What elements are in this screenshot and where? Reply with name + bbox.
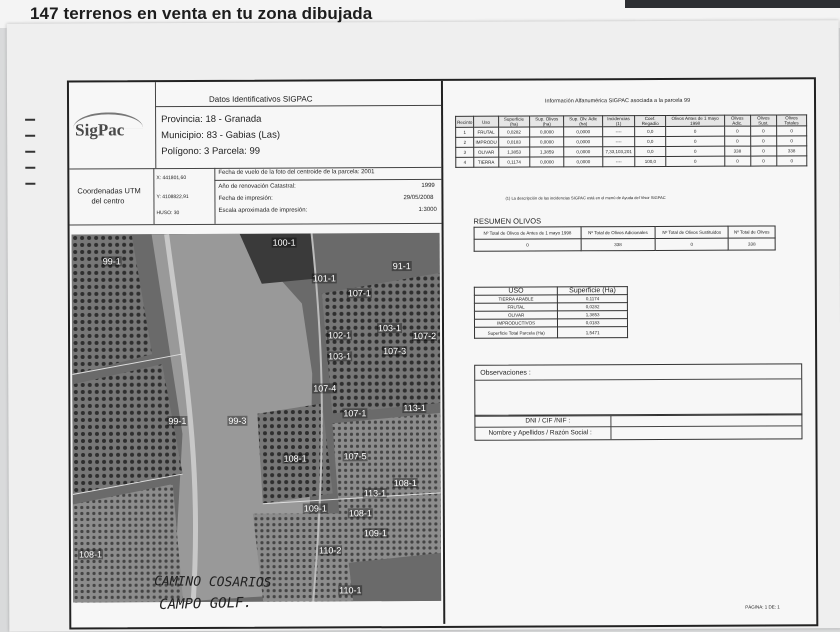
dark-bar bbox=[625, 0, 840, 8]
footnote: (1) La descripción de las incidencias SIGPAC está en el menú de Ayuda del Visor SIGPAC bbox=[505, 194, 666, 201]
cell: 0 bbox=[750, 136, 776, 146]
parcel-label: 107-3 bbox=[383, 346, 407, 357]
parcel-label: 110-1 bbox=[339, 585, 362, 596]
col-header: Incidencias (1) bbox=[602, 116, 634, 127]
cell: 0 bbox=[777, 156, 807, 166]
resumen-value: 0 bbox=[474, 239, 581, 251]
cell: 0,0000 bbox=[530, 137, 564, 147]
col-header: Olivos Antes de 1 mayo 1998 bbox=[666, 115, 725, 126]
form-title: Datos Identificativos SIGPAC bbox=[208, 94, 313, 104]
resumen-value: 0 bbox=[655, 238, 728, 250]
cell: 0,0 bbox=[635, 136, 666, 146]
handwritten-note-1: CAMINO COSARIOS bbox=[154, 574, 272, 591]
impresion-value: 29/05/2008 bbox=[403, 194, 434, 202]
cell: 0 bbox=[725, 156, 751, 166]
parcel-label: 99-1 bbox=[168, 416, 187, 427]
col-header: Sup. Olivos (ha) bbox=[530, 116, 564, 127]
parcel-label: 108-1 bbox=[78, 549, 103, 560]
cell: 338 bbox=[777, 146, 807, 156]
renovacion-value: 1999 bbox=[421, 182, 435, 190]
uso-cell: TIERRA ARABLE bbox=[474, 295, 557, 303]
cell: 0 bbox=[750, 126, 776, 136]
cell: 1,3859 bbox=[530, 147, 564, 157]
parcel-label: 99-3 bbox=[228, 415, 247, 426]
dni-label: DNI / CIF /NIF : bbox=[525, 417, 571, 425]
utm-y: Y: 4108822,91 bbox=[156, 194, 189, 201]
resumen-header: Nº Total de Olivos Sustituidos bbox=[655, 226, 728, 238]
cell: 100,0 bbox=[635, 156, 666, 166]
resumen-table bbox=[474, 225, 776, 251]
table-row bbox=[456, 156, 807, 168]
cell: 0,0000 bbox=[564, 157, 603, 167]
cell: 0 bbox=[666, 156, 725, 166]
uso-cell: 1,3853 bbox=[558, 311, 628, 319]
cell: ---- bbox=[603, 137, 635, 147]
aerial-photo bbox=[72, 233, 442, 603]
page-headline[interactable]: 147 terrenos en venta en tu zona dibujada bbox=[30, 4, 373, 23]
uso-cell: 0,0183 bbox=[558, 319, 628, 327]
cell: 0,0 bbox=[635, 126, 666, 136]
cell: 0,0000 bbox=[564, 147, 603, 157]
parcel-label: 113-1 bbox=[363, 488, 387, 499]
utm-x: X: 441801,60 bbox=[156, 175, 187, 182]
cell: 0,0183 bbox=[498, 137, 530, 147]
cell: 0 bbox=[666, 136, 725, 146]
info-title: Información Alfanumérica SIGPAC asociada a la parcela 99 bbox=[545, 97, 691, 105]
col-header: Olivos Adic. bbox=[724, 115, 750, 126]
cell: 0 bbox=[777, 136, 807, 146]
col-header: Olivos Sust. bbox=[750, 115, 776, 126]
parcel-label: 100-1 bbox=[272, 237, 296, 248]
parcel-label: 102-1 bbox=[328, 330, 352, 341]
escala-value: 1:3000 bbox=[418, 206, 437, 214]
col-header: Sup. Olv. Adic (ha) bbox=[564, 116, 603, 127]
impresion-label: Fecha de impresión: bbox=[218, 195, 273, 202]
recintos-table bbox=[455, 114, 807, 168]
resumen-title: RESUMEN OLIVOS bbox=[473, 216, 542, 226]
sigpac-sheet bbox=[67, 77, 818, 629]
printed-paper bbox=[7, 20, 840, 632]
left-panel bbox=[69, 81, 445, 626]
cell: 0,1174 bbox=[498, 157, 530, 167]
municipio: Municipio: 83 - Gabias (Las) bbox=[161, 129, 281, 142]
cell: 0,0 bbox=[635, 146, 666, 156]
utm-huso: HUSO: 30 bbox=[156, 210, 180, 217]
cell: 1 bbox=[456, 127, 474, 137]
uso-cell: FRUTAL bbox=[474, 303, 557, 311]
cell: FRUTAL bbox=[474, 127, 498, 137]
uso-header: USO bbox=[474, 287, 557, 295]
cell: 0,0000 bbox=[564, 137, 603, 147]
sigpac-logo: SigPac bbox=[75, 120, 125, 140]
parcel-label: 107-4 bbox=[313, 383, 337, 394]
parcel-label: 103-1 bbox=[377, 323, 402, 334]
uso-cell: 0,1174 bbox=[558, 295, 628, 303]
cell: 0 bbox=[666, 146, 725, 156]
cell: OLIVAR bbox=[474, 147, 498, 157]
escala-label: Escala aproximada de impresión: bbox=[218, 207, 308, 214]
cell: 1,3853 bbox=[498, 147, 530, 157]
parcel-label: 110-2 bbox=[318, 545, 342, 556]
parcel-label: 107-1 bbox=[347, 288, 371, 299]
poligono: Polígono: 3 Parcela: 99 bbox=[161, 145, 261, 158]
total-label: Superficie Total Parcela (Ha) bbox=[475, 327, 558, 338]
cell: 0 bbox=[666, 126, 725, 136]
cell: ---- bbox=[603, 127, 635, 137]
cell: 0,0282 bbox=[498, 127, 530, 137]
resumen-header: Nº Total de Olivos Adicionales bbox=[581, 226, 655, 238]
identity-box[interactable] bbox=[474, 413, 802, 440]
uso-table bbox=[474, 286, 628, 339]
uso-cell: 0,0282 bbox=[558, 303, 628, 311]
parcel-label: 109-1 bbox=[303, 503, 327, 514]
col-header: Uso bbox=[474, 116, 498, 127]
utm-label-1: Coordenadas UTM bbox=[77, 186, 141, 196]
uso-cell: OLIVAR bbox=[474, 311, 557, 319]
observaciones-label: Observaciones : bbox=[480, 369, 531, 377]
cell: 0,0000 bbox=[564, 127, 603, 137]
fecha-vuelo: Fecha de vuelo de la foto del centroide de la parcela: 2001 bbox=[218, 169, 375, 176]
cell: TIERRA bbox=[474, 157, 498, 167]
col-header: Recinto bbox=[456, 116, 474, 127]
col-header: Olivos Totales bbox=[776, 115, 806, 126]
parcel-label: 107-2 bbox=[413, 330, 437, 342]
total-value: 1,5471 bbox=[558, 327, 628, 338]
renovacion-label: Año de renovación Catastral: bbox=[218, 183, 296, 190]
cell: 0,0000 bbox=[530, 127, 564, 137]
handwritten-note-2: CAMPO GOLF. bbox=[159, 594, 253, 613]
nombre-label: Nombre y Apellidos / Razón Social : bbox=[488, 429, 592, 437]
cell: 0,0000 bbox=[530, 157, 564, 167]
cell: 0 bbox=[750, 156, 776, 166]
provincia: Provincia: 18 - Granada bbox=[161, 113, 262, 126]
uso-header: Superficie (Ha) bbox=[558, 287, 628, 295]
parcel-label: 99-1 bbox=[102, 256, 121, 267]
cell: 4 bbox=[456, 157, 474, 167]
parcel-label: 113-1 bbox=[403, 402, 426, 414]
resumen-value: 338 bbox=[581, 238, 655, 250]
cell: IMPRODU bbox=[474, 137, 498, 147]
cell: 0 bbox=[776, 126, 806, 136]
parcel-label: 107-1 bbox=[343, 408, 367, 419]
cell: 0 bbox=[750, 146, 776, 156]
cell: 7,33,103,201 bbox=[603, 147, 635, 157]
col-header: Superficie (ha) bbox=[498, 116, 530, 127]
cell: 0 bbox=[724, 136, 750, 146]
parcel-label: 109-1 bbox=[363, 528, 387, 539]
cell: 0 bbox=[724, 126, 750, 136]
col-header: Coef. Regadío bbox=[635, 115, 666, 126]
parcel-label: 101-1 bbox=[312, 273, 336, 284]
cell: 3 bbox=[456, 147, 474, 157]
cell: 2 bbox=[456, 137, 474, 147]
binder-holes bbox=[25, 119, 35, 199]
parcel-label: 103-1 bbox=[328, 351, 352, 362]
parcel-label: 108-1 bbox=[393, 478, 417, 489]
page-number: PÁGINA: 1 DE: 1 bbox=[745, 604, 780, 610]
utm-label-2: del centro bbox=[91, 196, 125, 206]
aerial-map[interactable] bbox=[72, 233, 442, 603]
right-panel bbox=[443, 79, 814, 624]
parcel-label: 108-1 bbox=[283, 453, 307, 464]
cell: 338 bbox=[725, 146, 751, 156]
resumen-value: 338 bbox=[728, 238, 775, 250]
parcel-label: 108-1 bbox=[348, 508, 372, 519]
resumen-header: Nº Total de Olivos bbox=[728, 226, 775, 238]
uso-cell: IMPRODUCTIVOS bbox=[474, 319, 557, 327]
parcel-label: 107-5 bbox=[343, 451, 367, 462]
observaciones-box[interactable] bbox=[474, 363, 802, 416]
parcel-label: 91-1 bbox=[392, 261, 411, 272]
cell: ---- bbox=[603, 157, 635, 167]
resumen-header: Nº Total de Olivos de Antes de 1 mayo 1998 bbox=[474, 227, 581, 239]
